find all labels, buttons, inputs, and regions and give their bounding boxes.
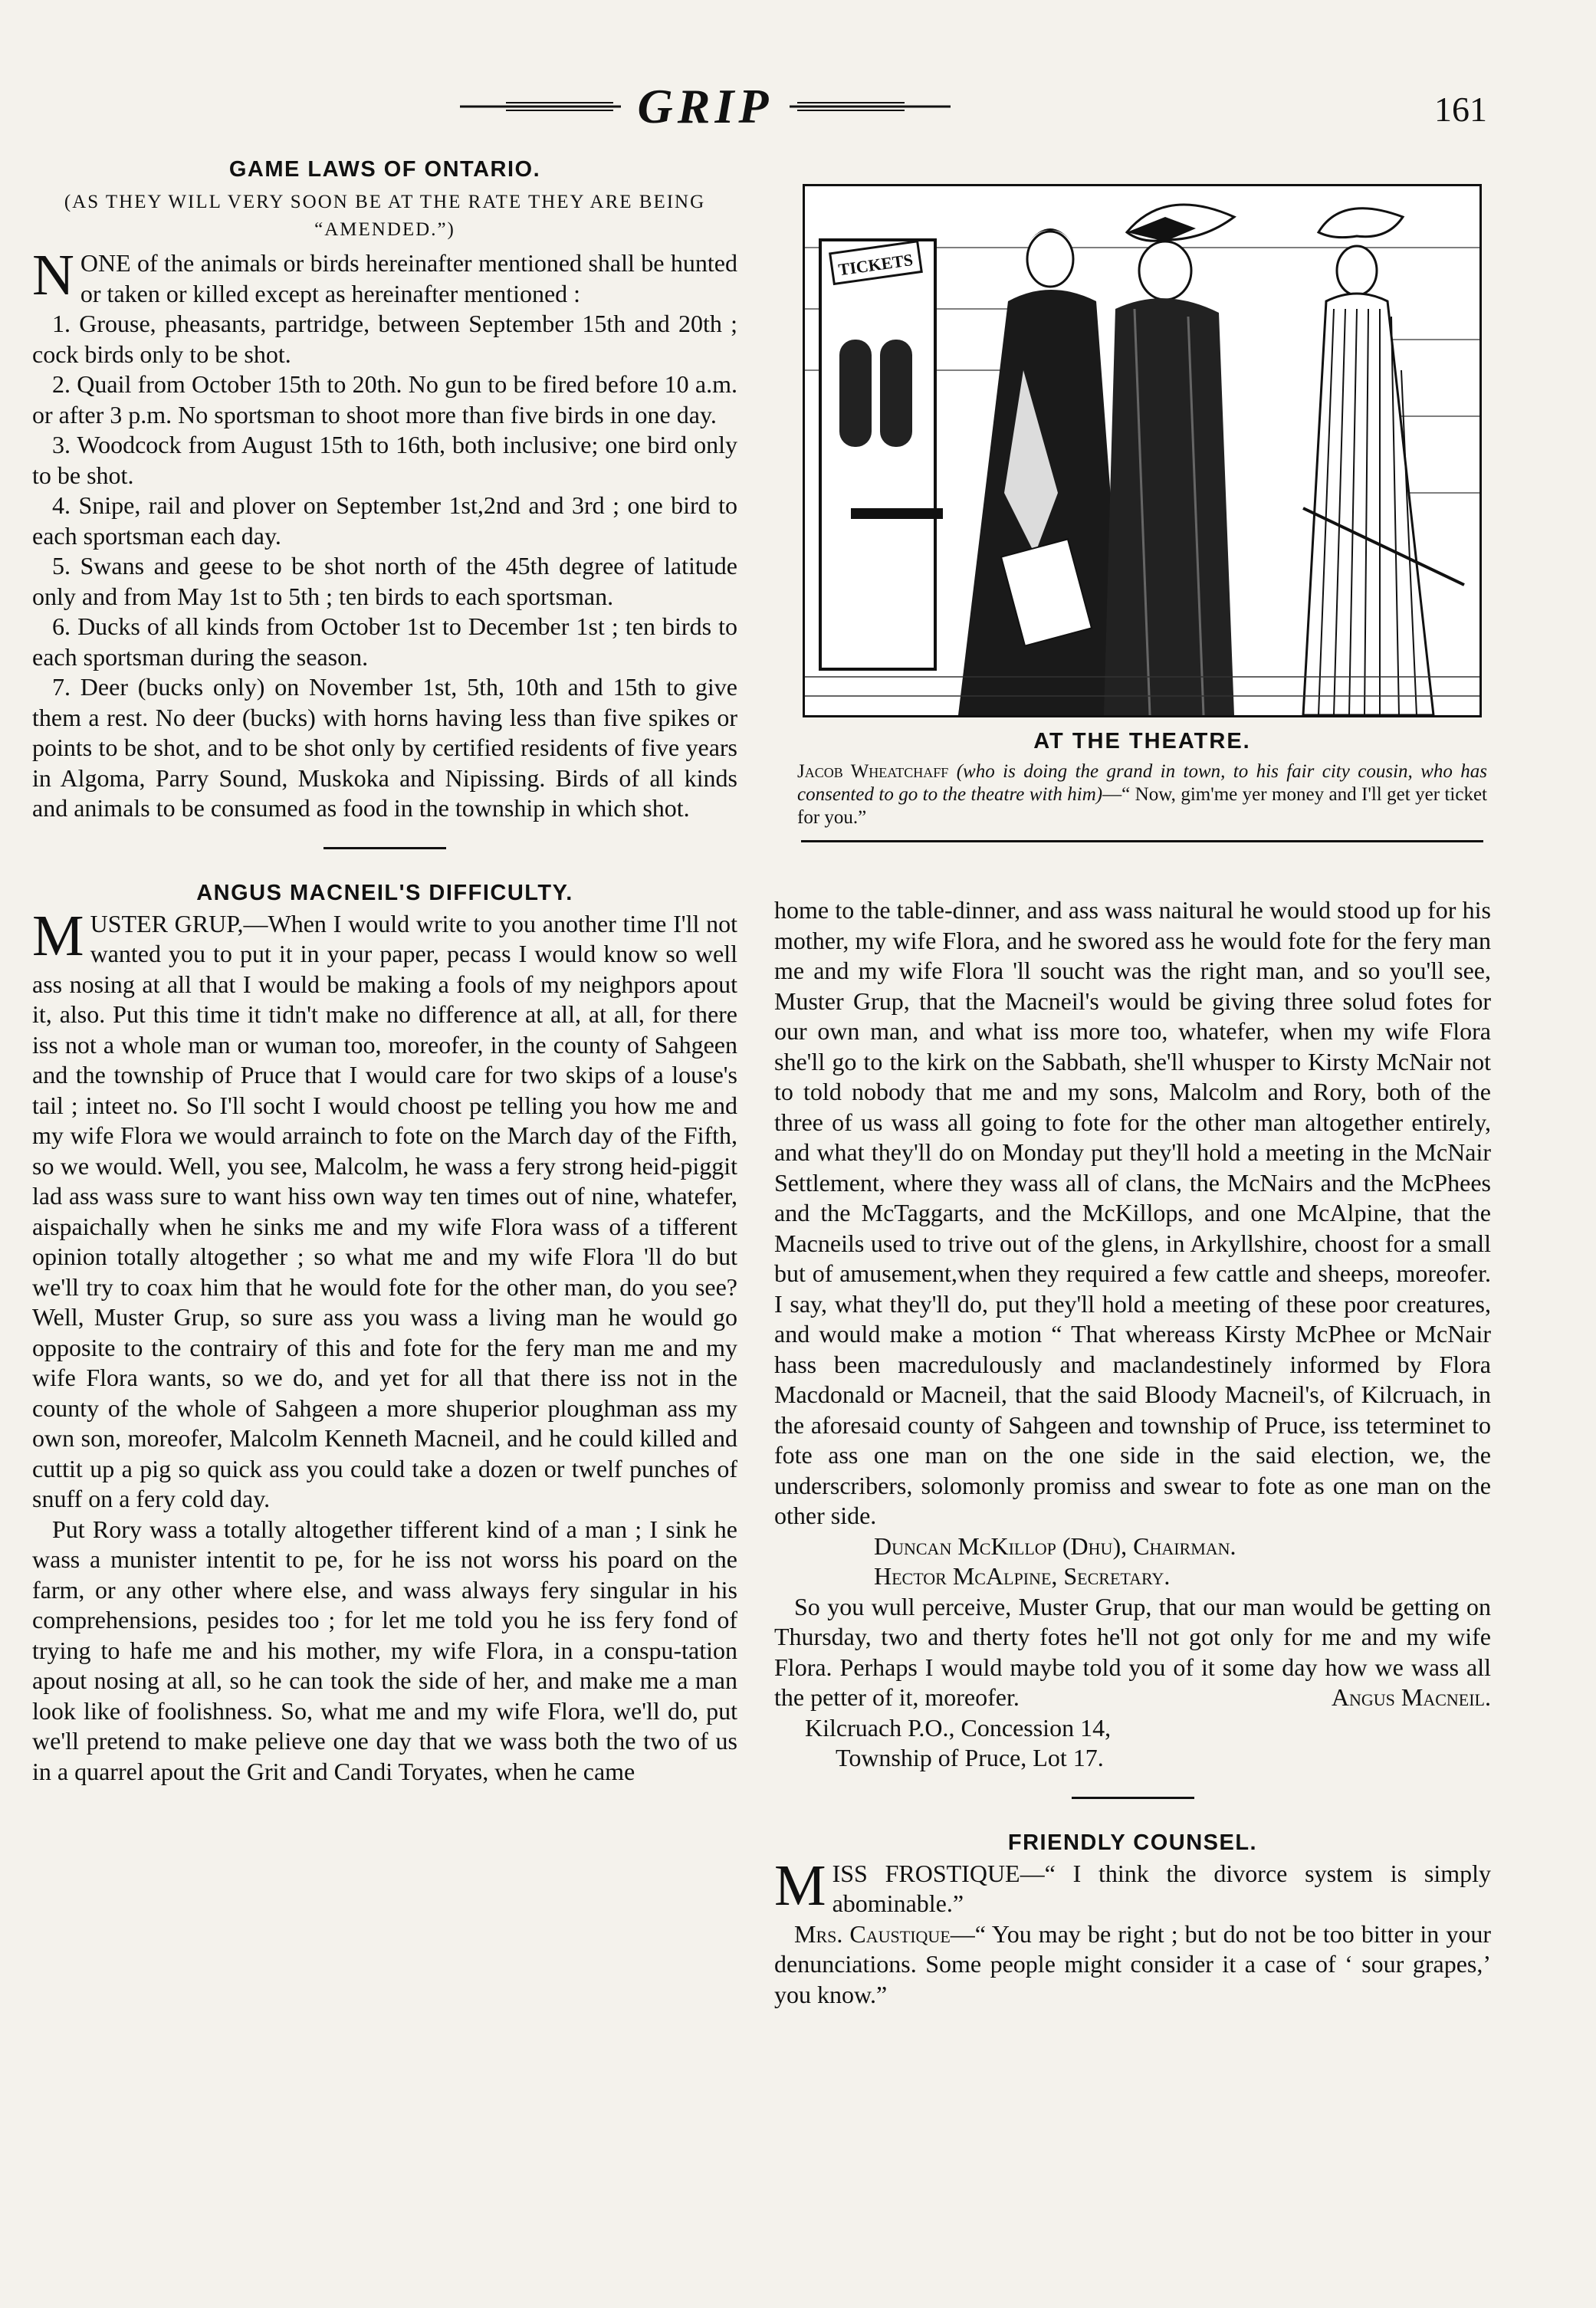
caption-speaker: Jacob Wheatchaff [797, 761, 949, 782]
friendly-line-1 [774, 1853, 1491, 1919]
angus-signoff: Angus Macneil. [1331, 1683, 1491, 1711]
game-laws-heading: GAME LAWS OF ONTARIO. [228, 157, 541, 182]
game-law-item: 5. Swans and geese to be shot north of the 45th degree of latitude only and from May 1st to 5th ; ten birds to each sportsman. [32, 552, 737, 610]
left-column [32, 153, 737, 1787]
caption-aside: (who is doing the grand in town, to his fair city cousin, who has consented to go to the theatre with him) [797, 761, 1488, 805]
angus-paragraph-2: Put Rory wass a totally altogether tifferent kind of a man ; I sink he wass a munister intentit to pe, for he iss not worss his poard on the farm, or any other where else, and wass always fery singular in his comprehensions, pesides too ; for let me told you he iss fery fond of trying to hafe me and his mother, my wife Flora, in a conspu-tation apout nosing at all, so he can took the side of her, and make me a man look like of foolishness. So, what me and my wife Flora, we'll do, put we'll pretend to make pelieve one day that we wass both the two of us in a quarrel apout the Grit and Candi Toryates, when he came [32, 1515, 737, 1785]
illustration-title: AT THE THEATRE. [1033, 729, 1251, 753]
signature-chairman: Duncan McKillop (Dhu), Chairman. [874, 1532, 1236, 1560]
game-law-item: 6. Ducks of all kinds from October 1st to December 1st ; ten birds to each sportsman during the season. [32, 612, 737, 671]
game-laws-intro [32, 243, 737, 309]
caption-quote: —“ Now, gim'me yer money and I'll get yer ticket for you.” [797, 784, 1487, 828]
masthead-title: GRIP [637, 79, 773, 133]
section-divider [1072, 1797, 1194, 1799]
friendly-dropcap: M [774, 1853, 826, 1918]
game-laws-subheading: (AS THEY WILL VERY SOON BE AT THE RATE THEY ARE BEING “AMENDED.”) [64, 192, 706, 240]
friendly-speaker-2: Mrs. Caustique [794, 1919, 951, 1948]
friendly-heading: FRIENDLY COUNSEL. [1007, 1830, 1258, 1855]
address-line-1: Kilcruach P.O., Concession 14, [805, 1713, 1112, 1742]
friendly-line-2 [774, 1919, 1491, 2011]
friendly-line-1-text: ISS FROSTIQUE—“ I think the divorce system is simply abominable.” [832, 1859, 1491, 1917]
illustration-divider [801, 840, 1483, 842]
friendly-line-2-text: —“ You may be right ; but do not be too bitter in your denunciations. Some people might consider it a case of ‘ sour grapes,’ you know.” [774, 1919, 1492, 2008]
angus-heading: ANGUS MACNEIL'S DIFFICULTY. [196, 880, 573, 905]
masthead [0, 77, 1596, 138]
masthead-rule-right [790, 100, 951, 113]
page-number: 161 [1434, 90, 1487, 129]
illustration-caption [790, 757, 1495, 829]
game-law-item: 2. Quail from October 15th to 20th. No gun to be fired before 10 a.m. or after 3 p.m. No sportsman to shoot more than five birds in one day. [32, 370, 737, 428]
game-laws-intro-text: ONE of the animals or birds hereinafter mentioned shall be hunted or taken or killed except as hereinafter mentioned : [80, 249, 737, 307]
angus-paragraph-1-text: USTER GRUP,—When I would write to you another time I'll not wanted you to put it in your paper, pecass I would know so well ass nosing at all that I would be making a fools of my neighpors apout it, also. Put this time it tidn't make no difference at all, at all, for there iss not a whole man or wuman too, moreofer, in the county of Sahgeen and the township of Pruce that I would care for two skips of a louse's tail ; inteet no. So I'll socht I would choost pe telling you how me and my wife Flora we would arrainch to fote on the March day of the Fifth, so we would. Well, you see, Malcolm, he wass a fery strong heid-piggit lad ass wass sure to want hiss own way ten times out of nine, whatefer, aispaichally when he sinks me and my wife Flora wass of a tifferent opinion totally altogether ; so what me and my wife Flora 'll do but we'll try to coax him that he would fote for the other man, do you see? Well, Muster Grup, so sure ass you wass a living man he would go opposite to the contrairy of this and fote for the fery man me and my wife Flora wants, so we do, and yet for all that there iss not in the county of the whole of Sahgeen a more shuperior ploughman ass my own son, moreofer, Malcolm Kenneth Macneil, and he could killed and cuttit up a pig so quick ass you could take a dozen or twelf punches of snuff on a fery cold day. [32, 909, 737, 1512]
game-laws-dropcap: N [32, 243, 74, 307]
section-divider [323, 847, 446, 849]
game-law-item: 7. Deer (bucks only) on November 1st, 5th, 10th and 15th to give them a rest. No deer (bucks) with horns having less than five spikes or points to be shot, and to be shot only by certified residents of five years in Algoma, Parry Sound, Muskoka and Nipissing. Birds of all kinds and animals to be consumed as food in the township in which shot. [32, 673, 737, 822]
game-law-item: 1. Grouse, pheasants, partridge, between September 15th and 20th ; cock birds only to be shot. [32, 310, 737, 368]
signature-secretary: Hector McAlpine, Secretary. [874, 1562, 1171, 1590]
game-law-item: 3. Woodcock from August 15th to 16th, both inclusive; one bird only to be shot. [32, 431, 737, 489]
angus-paragraph-4 [774, 1592, 1491, 1713]
tickets-sign: TICKETS [837, 250, 915, 280]
angus-paragraph-3: home to the table-dinner, and ass wass naitural he would stood up for his mother, my wife Flora, and he swored ass he would fote for the fery man me and my wife Flora 'll soucht was the right man, and so you'll see, Muster Grup, that the Macneil's would be giving three solud fotes for our own man, and what iss more too, whatefer, when my wife Flora she'll go to the kirk on the Sabbath, she'll whusper to Kirsty McNair not to told nobody that me and my sons, Malcolm and Rory, both of the three of us wass all going to fote for the other man altogether entirely, and what they'll do on Monday put they'll hold a meeting in the McNair Settlement, where they wass all of clans, the McNairs and the McPhees and the McTaggarts, and the McKillops, and one McAlpine, that the Macneils used to trive out of the glens, in Arkyllshire, choost for a small but of amusement,when they required a few cattle and sheeps, moreofer. I say, what they'll do, put they'll hold a meeting of these poor creatures, and would make a motion “ That whereass Kirsty McPhee or McNair hass been macredulously and maclandestinely informed by Flora Macdonald or Macneil, that the said Bloody Macneil's, of Kilcruach, in the aforesaid county of Sahgeen and township of Pruce, iss teterminet to fote ass one man on the one side in the said election, we, the underscribers, solomonly promiss and swear to fote as one man on the other side. [774, 896, 1491, 1529]
right-column [774, 895, 1491, 2010]
game-law-item: 4. Snipe, rail and plover on September 1st,2nd and 3rd ; one bird to each sportsman each day. [32, 491, 737, 550]
theatre-illustration [803, 184, 1482, 717]
angus-dropcap: M [32, 903, 84, 968]
address-line-2: Township of Pruce, Lot 17. [836, 1744, 1104, 1771]
angus-paragraph-1 [32, 903, 737, 1515]
illustration-block [790, 184, 1495, 842]
masthead-rule-left [460, 100, 621, 113]
angus-paragraph-4-text: So you wull perceive, Muster Grup, that our man would be getting on Thursday, two and therty fotes he'll not got only for me and my wife Flora. Perhaps I would maybe told you of it some day how we wass all the petter of it, moreofer. [774, 1592, 1491, 1711]
